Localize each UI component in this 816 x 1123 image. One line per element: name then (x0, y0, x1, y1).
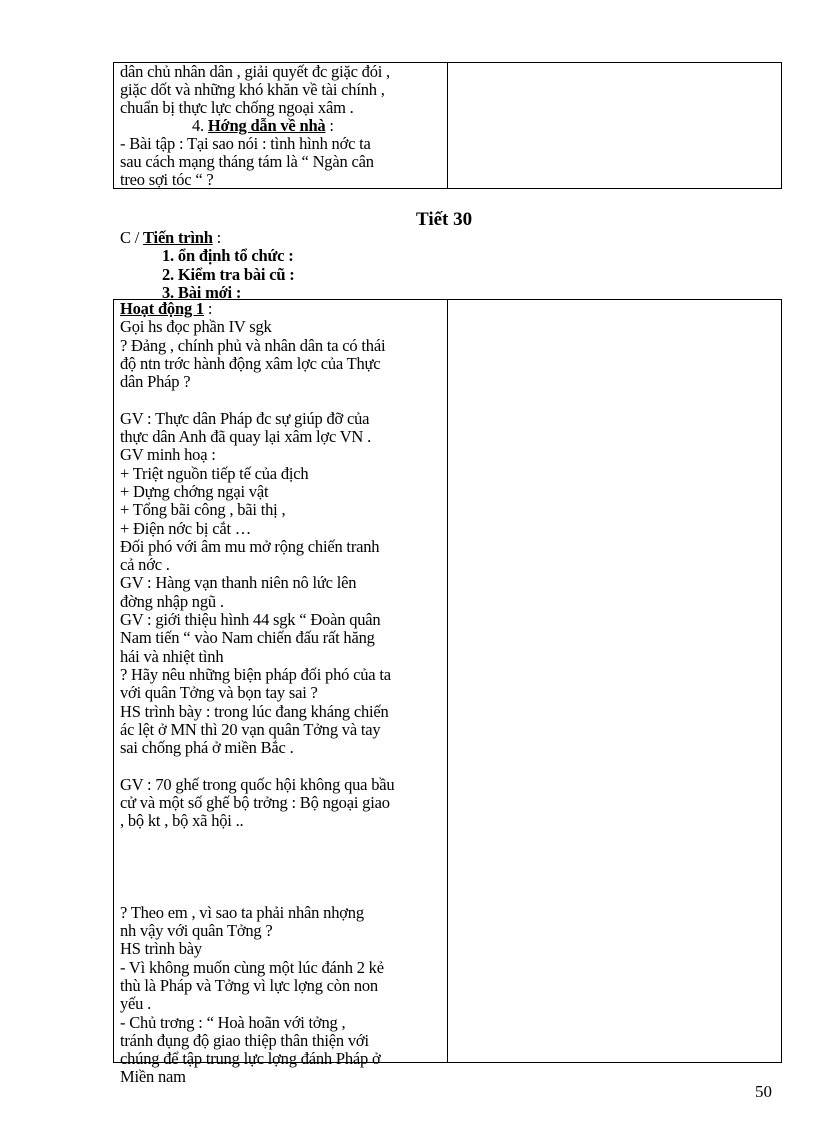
procedure-suffix: : (212, 228, 222, 247)
main-lesson-table (113, 299, 782, 1087)
text-line: ? Hãy nêu những biện pháp đối phó của ta (120, 664, 391, 684)
homework-line: - Bài tập : Tại sao nói : tình hình nớc ta (120, 134, 371, 153)
text-line: - Vì không muốn cùng một lúc đánh 2 kẻ (120, 957, 384, 977)
page-number: 50 (755, 1082, 772, 1101)
text-line: thực dân Anh đã quay lại xâm lợc VN . (120, 427, 371, 447)
top-table-left-cell (114, 63, 448, 188)
text-line: ác lệt ở MN thì 20 vạn quân Tởng và tay (120, 719, 381, 739)
main-table-left-cell (114, 299, 448, 1087)
activity-suffix: : (203, 299, 213, 318)
text-line (120, 886, 443, 904)
procedure-step: 1. ổn định tổ chức : (162, 246, 294, 266)
procedure-title: Tiến trình (143, 228, 213, 247)
text-line: GV : 70 ghế trong quốc hội không qua bầu (120, 774, 395, 794)
text-line (120, 757, 443, 775)
text-line: chúng để tập trung lực lợng đánh Pháp ở (120, 1049, 381, 1069)
homework-line: sau cách mạng tháng tám là “ Ngàn cân (120, 152, 374, 171)
text-line: GV : Hàng vạn thanh niên nô lức lên (120, 573, 357, 593)
text-line: GV : giới thiệu hình 44 sgk “ Đoàn quân (120, 610, 381, 630)
text-line: Gọi hs đọc phần IV sgk (120, 317, 272, 337)
section4-number: 4. (192, 116, 204, 135)
text-line: HS trình bày : trong lúc đang kháng chiến (120, 701, 389, 721)
lesson-heading: Tiết 30 (416, 209, 473, 230)
top-table-right-cell (448, 63, 781, 188)
text-line: sai chống phá ở miền Bắc . (120, 738, 294, 758)
text-line: Nam tiến “ vào Nam chiến đấu rất hăng (120, 628, 375, 648)
text-line: + Dựng chớng ngại vật (120, 481, 269, 501)
top-lesson-table (113, 62, 782, 189)
activity-heading (120, 300, 443, 318)
text-line (120, 867, 443, 885)
activity-title: Hoạt động 1 (120, 299, 204, 318)
text-line: hái và nhiệt tình (120, 646, 224, 666)
text-line: độ ntn trớc hành động xâm lợc của Thực (120, 353, 381, 373)
text-line: ? Đảng , chính phủ và nhân dân ta có thái (120, 335, 386, 355)
text-line: , bộ kt , bộ xã hội .. (120, 811, 244, 831)
text-line: thù là Pháp và Tởng vì lực lợng còn non (120, 975, 378, 995)
section4-heading (120, 117, 443, 135)
text-line: Miền nam (120, 1067, 186, 1087)
text-line: Đối phó với âm mu mở rộng chiến tranh (120, 536, 380, 556)
text-line: + Điện nớc bị cắt … (120, 518, 252, 538)
text-line: cử và một số ghế bộ trởng : Bộ ngoại giao (120, 793, 390, 813)
main-table-right-cell (448, 300, 781, 1062)
procedure-block (120, 229, 295, 302)
text-line: giặc dốt và những khó khăn về tài chính , (120, 80, 385, 99)
text-line: yếu . (120, 994, 152, 1014)
text-line: cả nớc . (120, 555, 170, 575)
text-line: HS trình bày (120, 939, 202, 959)
text-line: với quân Tởng và bọn tay sai ? (120, 683, 318, 703)
text-line: + Triệt nguồn tiếp tế của địch (120, 463, 309, 483)
procedure-title-line (120, 229, 295, 247)
main-table-lines (120, 318, 443, 1086)
text-line: đờng nhập ngũ . (120, 591, 224, 611)
text-line: ? Theo em , vì sao ta phải nhân nhợng (120, 902, 364, 922)
text-line: nh vậy với quân Tởng ? (120, 921, 273, 941)
text-line (120, 849, 443, 867)
top-table-lines (120, 63, 443, 117)
procedure-step: 2. Kiểm tra bài cũ : (162, 264, 295, 284)
text-line (120, 391, 443, 409)
text-line: GV minh hoạ : (120, 445, 216, 465)
text-line: tránh đụng độ giao thiệp thân thiện với (120, 1030, 369, 1050)
section4-suffix: : (325, 116, 334, 135)
homework-lines (120, 135, 443, 189)
text-line (120, 831, 443, 849)
procedure-steps (120, 247, 295, 302)
text-line: dân Pháp ? (120, 372, 191, 392)
text-line: GV : Thực dân Pháp đc sự giúp đỡ của (120, 408, 370, 428)
text-line: + Tổng bãi công , bãi thị , (120, 500, 286, 520)
text-line: - Chủ trơng : “ Hoà hoãn với tởng , (120, 1012, 346, 1032)
procedure-step: 3. Bài mới : (162, 282, 242, 302)
procedure-prefix: C / (120, 228, 144, 247)
text-line: chuẩn bị thực lực chống ngoại xâm . (120, 98, 354, 117)
text-line: dân chủ nhân dân , giải quyết đc giặc đói , (120, 62, 390, 81)
homework-line: treo sợi tóc “ ? (120, 170, 214, 189)
section4-title: Hớng dẫn về nhà (207, 116, 326, 135)
